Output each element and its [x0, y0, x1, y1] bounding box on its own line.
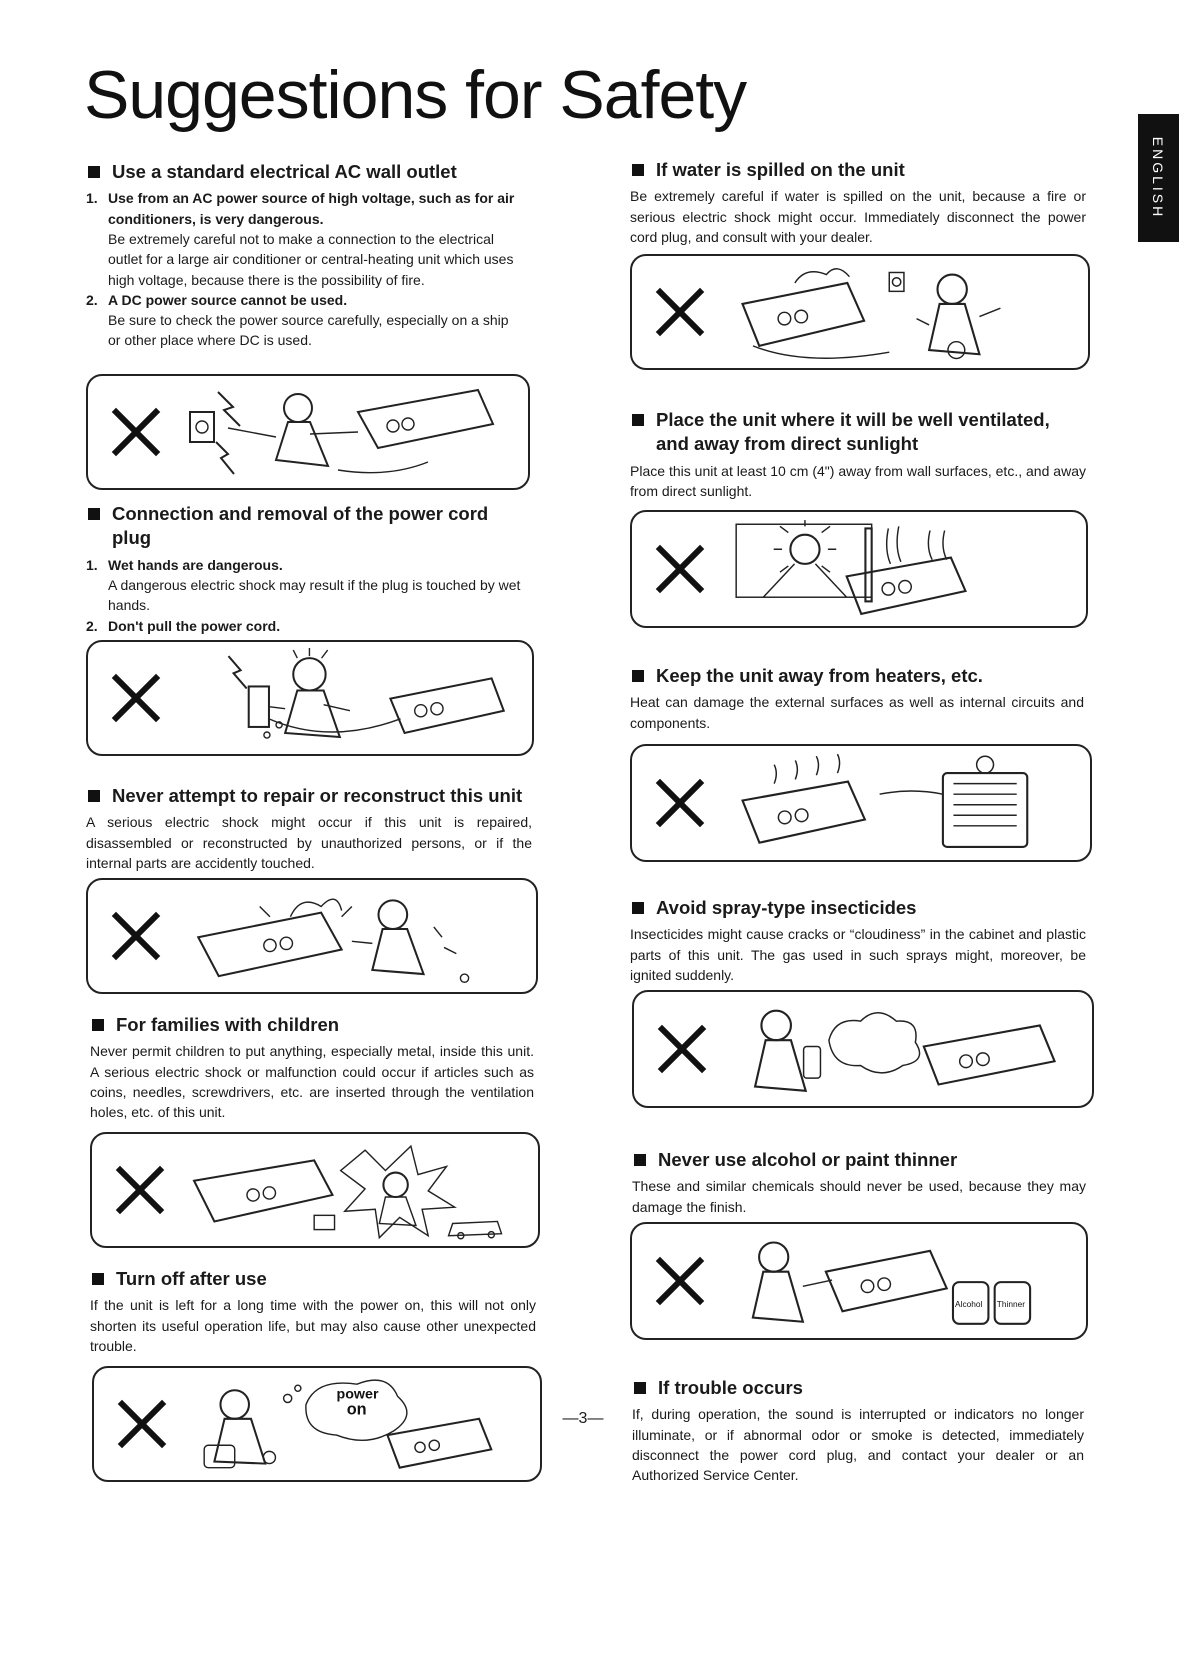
- power-label: power: [336, 1386, 379, 1403]
- section-text: These and similar chemicals should never be used, because they may damage the finish.: [632, 1178, 1086, 1215]
- illustration-turn-off: [92, 1366, 542, 1482]
- section-heading: If trouble occurs: [658, 1377, 803, 1398]
- item-number: 1.: [86, 556, 98, 573]
- section-heading: Connection and removal of the power cord plug: [112, 503, 489, 549]
- water-spill-drawing: [732, 262, 1078, 367]
- section-text: Place this unit at least 10 cm (4") away from wall surfaces, etc., and away from direct sunlight.: [630, 462, 1086, 500]
- illustration-children: [90, 1132, 540, 1248]
- section-ventilation: [630, 408, 1086, 501]
- bullet-square-icon: [634, 1154, 646, 1166]
- alcohol-label: Alcohol: [955, 1299, 983, 1310]
- item-number: 1.: [86, 190, 98, 207]
- illustration-heaters: [630, 744, 1092, 862]
- section-water: [630, 158, 1086, 247]
- section-trouble: [632, 1376, 1084, 1486]
- section-children: [90, 1013, 534, 1123]
- section-heading: Use a standard electrical AC wall outlet: [112, 161, 457, 182]
- prohibited-x-icon: [656, 1023, 708, 1075]
- section-heading: Place the unit where it will be well ventilated, and away from direct sunlight: [656, 409, 1050, 455]
- item-lead: Wet hands are dangerous.: [108, 556, 283, 573]
- section-heading: If water is spilled on the unit: [656, 159, 905, 180]
- bullet-square-icon: [88, 166, 100, 178]
- page-number: —3—: [562, 1410, 604, 1427]
- leaving-power-on-drawing: [194, 1374, 530, 1476]
- illustration-ventilation: [630, 510, 1088, 628]
- spray-drawing: [734, 998, 1082, 1103]
- section-text: Heat can damage the external surfaces as well as internal circuits and components.: [630, 694, 1084, 731]
- section-heading: Never use alcohol or paint thinner: [658, 1149, 958, 1170]
- bullet-square-icon: [92, 1273, 104, 1285]
- section-text: If the unit is left for a long time with the power on, this will not only shorten its useful operation life, but may also cause other unexpected trouble.: [90, 1297, 536, 1354]
- bullet-square-icon: [632, 670, 644, 682]
- item-lead: Don't pull the power cord.: [108, 617, 281, 634]
- section-wall-outlet: [86, 160, 516, 351]
- illustration-insecticides: [632, 990, 1094, 1108]
- list-item: [86, 188, 516, 289]
- prohibited-x-icon: [654, 543, 706, 595]
- bullet-square-icon: [632, 164, 644, 176]
- section-turn-off: [90, 1267, 536, 1356]
- child-with-unit-drawing: [192, 1140, 528, 1242]
- item-text: Be sure to check the power source carefully, especially on a ship or other place where DC is used.: [108, 312, 509, 349]
- thinner-label: Thinner: [996, 1299, 1026, 1310]
- bullet-square-icon: [88, 508, 100, 520]
- list-item: [86, 290, 516, 351]
- prohibited-x-icon: [110, 672, 162, 724]
- language-tab: [1138, 114, 1179, 242]
- section-text: Never permit children to put anything, especially metal, inside this unit. A serious electric shock or malfunction could occur if articles such as coins, needles, screwdrivers, etc. are inserted through the ventilation holes, etc. of this unit.: [90, 1043, 534, 1121]
- bullet-square-icon: [92, 1019, 104, 1031]
- repair-drawing: [188, 886, 526, 988]
- prohibited-x-icon: [114, 1164, 166, 1216]
- prohibited-x-icon: [110, 406, 162, 458]
- section-heading: For families with children: [116, 1014, 340, 1035]
- alcohol-thinner-drawing: [732, 1230, 1076, 1334]
- item-text: Be extremely careful not to make a connection to the electrical outlet for a large air conditioner or central-heating unit which uses high voltage, because there is the possibility of fire.: [108, 231, 514, 288]
- item-lead: A DC power source cannot be used.: [108, 291, 348, 308]
- item-number: 2.: [86, 291, 98, 308]
- sunlight-drawing: [732, 518, 1076, 622]
- list-item: [86, 555, 526, 616]
- illustration-repair: [86, 878, 538, 994]
- numbered-list: [86, 188, 516, 350]
- item-lead: Use from an AC power source of high voltage, such as for air conditioners, is very dangerous.: [108, 190, 515, 227]
- illustration-water: [630, 254, 1090, 370]
- illustration-wall-outlet: [86, 374, 530, 490]
- section-text: A serious electric shock might occur if this unit is repaired, disassembled or reconstructed by unauthorized persons, or if the internal parts are accidently touched.: [86, 814, 532, 871]
- section-heading: Keep the unit away from heaters, etc.: [656, 665, 983, 686]
- section-power-cord: [86, 502, 526, 656]
- section-text: Be extremely careful if water is spilled on the unit, because a fire or serious electric shock might occur. Immediately disconnect the power cord plug, and consult with your dealer.: [630, 188, 1086, 245]
- section-text: Insecticides might cause cracks or “cloudiness” in the cabinet and plastic parts of this unit. The gas used in such sprays might, moreover, be ignited suddenly.: [630, 926, 1086, 983]
- prohibited-x-icon: [116, 1398, 168, 1450]
- bullet-square-icon: [632, 414, 644, 426]
- item-text: A dangerous electric shock may result if the plug is touched by wet hands.: [108, 577, 521, 614]
- wet-hands-drawing: [188, 648, 522, 749]
- bullet-square-icon: [88, 790, 100, 802]
- prohibited-x-icon: [110, 910, 162, 962]
- prohibited-x-icon: [654, 286, 706, 338]
- language-tab-label: ENGLISH: [1150, 136, 1167, 220]
- heater-drawing: [732, 752, 1080, 857]
- section-heading: Avoid spray-type insecticides: [656, 897, 917, 918]
- section-alcohol: [632, 1148, 1086, 1217]
- section-repair: [86, 784, 532, 873]
- section-heaters: [630, 664, 1084, 733]
- section-text: If, during operation, the sound is interrupted or indicators no longer illuminate, or if abnormal odor or smoke is detected, immediately disconnect the power cord plug, and contact your dealer or an Authorized Service Center.: [632, 1406, 1084, 1484]
- illustration-alcohol: [630, 1222, 1088, 1340]
- page-title: Suggestions for Safety: [84, 57, 747, 133]
- bullet-square-icon: [632, 902, 644, 914]
- bullet-square-icon: [634, 1382, 646, 1394]
- illustration-power-cord: [86, 640, 534, 756]
- section-insecticides: [630, 896, 1086, 985]
- prohibited-x-icon: [654, 777, 706, 829]
- section-heading: Turn off after use: [116, 1268, 267, 1289]
- outlet-shock-drawing: [188, 382, 518, 482]
- prohibited-x-icon: [654, 1255, 706, 1307]
- section-heading: Never attempt to repair or reconstruct this unit: [112, 785, 523, 806]
- item-number: 2.: [86, 617, 98, 634]
- on-label: on: [346, 1400, 367, 1419]
